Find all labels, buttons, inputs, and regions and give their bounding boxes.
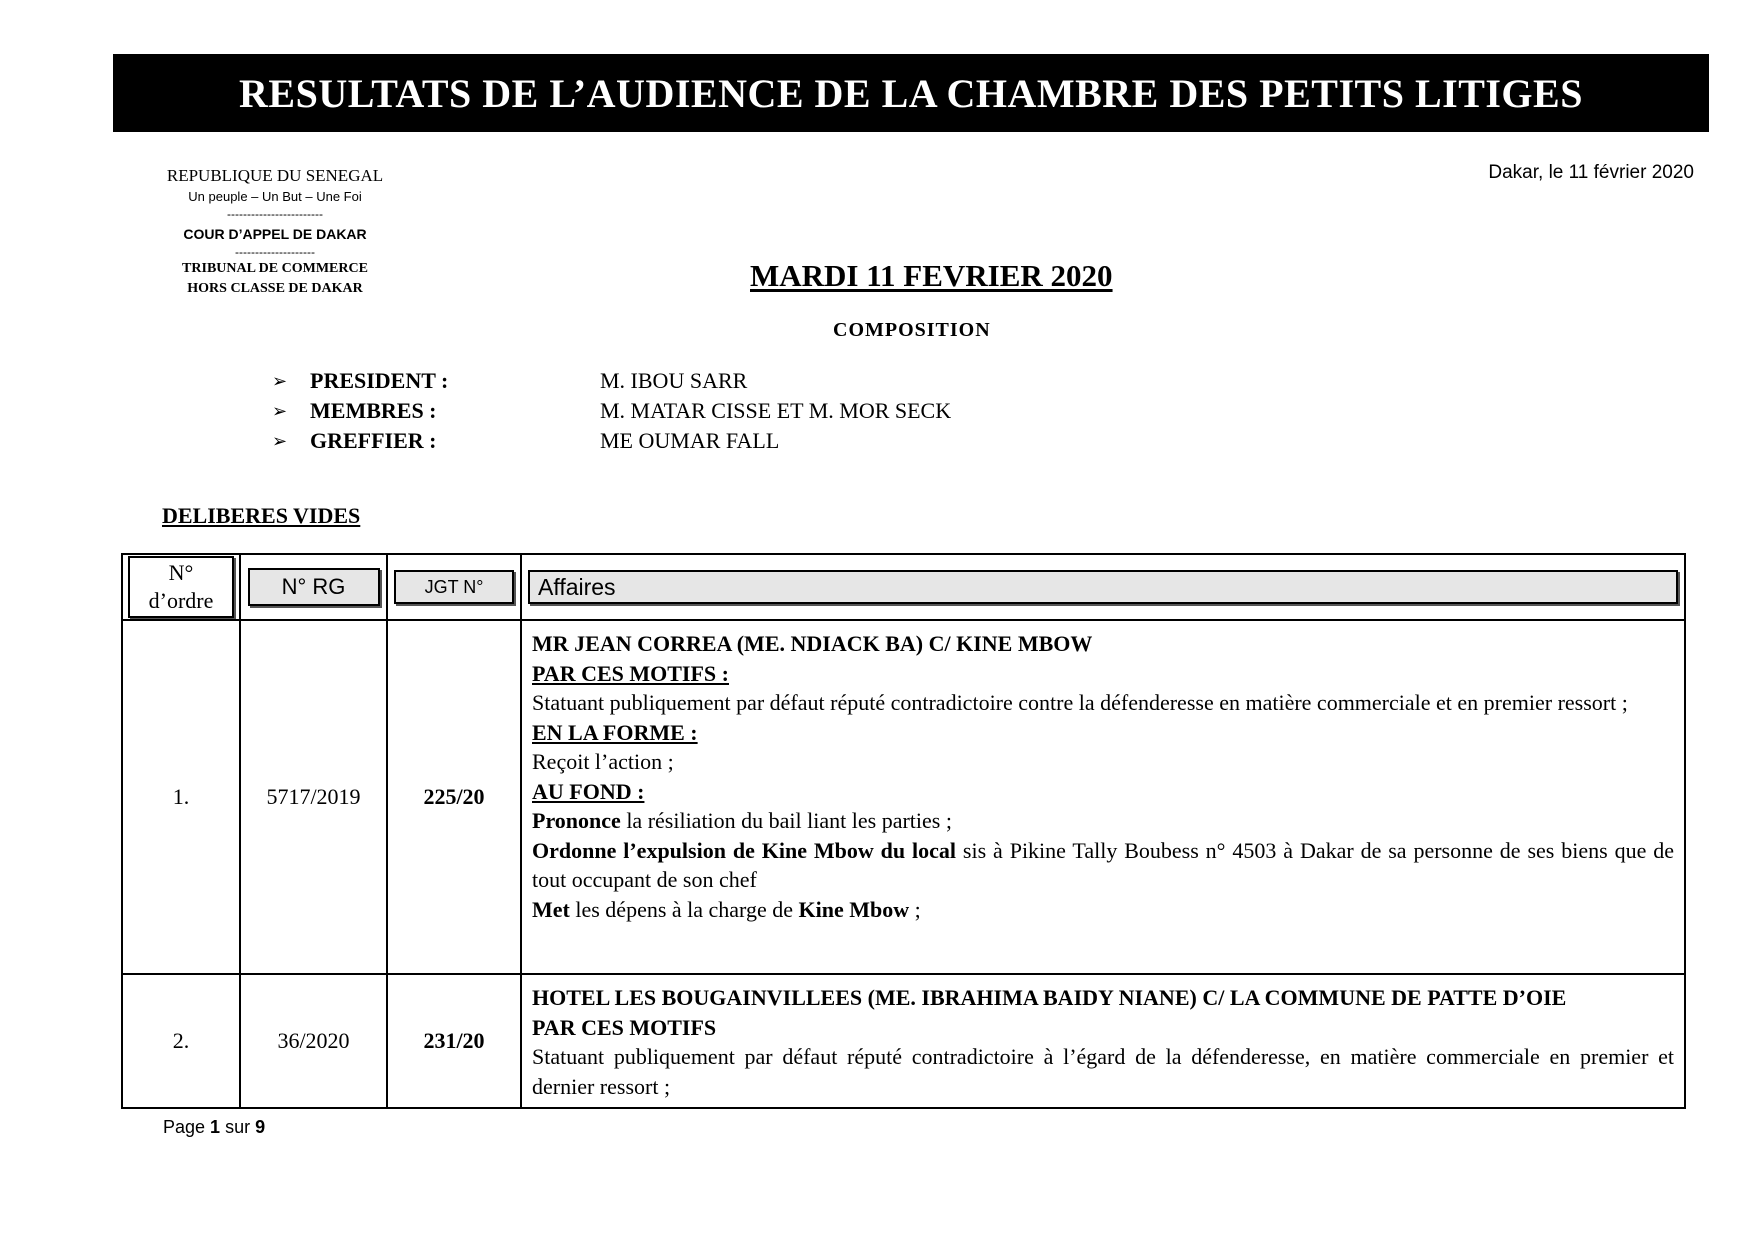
case-jgt: 231/20: [387, 974, 521, 1108]
banner: [113, 54, 1709, 132]
prononce-line: Prononce la résiliation du bail liant les parties ;: [532, 808, 952, 833]
composition-name: M. MATAR CISSE ET M. MOR SECK: [600, 398, 952, 423]
tribunal-name-line1: TRIBUNAL DE COMMERCE: [182, 261, 368, 276]
forme-text: Reçoit l’action ;: [532, 749, 674, 774]
date-line: Dakar, le 11 février 2020: [1488, 162, 1694, 183]
header-jgt: JGT N°: [387, 554, 521, 620]
page-footer: Page 1 sur 9: [163, 1117, 266, 1137]
header-separator: --------------------: [235, 245, 315, 259]
institution-header: [140, 166, 410, 299]
arrow-bullet-icon: ➢: [272, 400, 288, 422]
republic-name: REPUBLIQUE DU SENEGAL: [166, 166, 384, 185]
composition-role: PRESIDENT :: [310, 368, 449, 393]
composition-role: GREFFIER :: [310, 428, 437, 453]
met-line: Met les dépens à la charge de Kine Mbow ;: [532, 896, 921, 922]
day-title: MARDI 11 FEVRIER 2020: [750, 258, 1113, 293]
header-rg: N° RG: [240, 554, 387, 620]
motifs-heading: PAR CES MOTIFS :: [532, 660, 729, 686]
composition-title: COMPOSITION: [833, 319, 991, 341]
composition-row: [272, 396, 951, 426]
tribunal-name-line2: HORS CLASSE DE DAKAR: [187, 281, 363, 296]
case-rg: 5717/2019: [240, 620, 387, 974]
case-details: [521, 974, 1685, 1108]
arrow-bullet-icon: ➢: [272, 430, 288, 452]
court-name: COUR D’APPEL DE DAKAR: [183, 226, 367, 242]
composition-name: ME OUMAR FALL: [600, 428, 780, 453]
arrow-bullet-icon: ➢: [272, 370, 288, 392]
header-affaires: Affaires: [521, 554, 1685, 620]
ordonne-line: Ordonne l’expulsion de Kine Mbow du local sis à Pikine Tally Boubess n° 4503 à Dakar de sa personne de ses biens que de tout occupant de son chef: [532, 837, 1674, 892]
header-ordre-line1: N°: [168, 560, 194, 585]
page-number: 1: [210, 1117, 221, 1137]
national-motto: Un peuple – Un But – Une Foi: [188, 189, 362, 204]
page-total: 9: [255, 1117, 266, 1137]
section-title: DELIBERES VIDES: [162, 503, 361, 528]
statuant-text: Statuant publiquement par défaut réputé contradictoire contre la défenderesse en matière commerciale et en premier ressort ;: [532, 690, 1628, 715]
header-separator: ------------------------: [227, 207, 323, 221]
composition-row: [272, 426, 951, 456]
composition-name: M. IBOU SARR: [600, 368, 748, 393]
motifs-heading: PAR CES MOTIFS: [532, 1014, 717, 1040]
header-ordre-line2: d’ordre: [148, 588, 214, 613]
case-title: MR JEAN CORREA (ME. NDIACK BA) C/ KINE MBOW: [532, 631, 1093, 656]
case-jgt: 225/20: [387, 620, 521, 974]
header-ordre: [122, 554, 240, 620]
statuant-text: Statuant publiquement par défaut réputé contradictoire à l’égard de la défenderesse, en matière commerciale en premier et dernier ressort ;: [532, 1044, 1674, 1099]
table-row: [122, 620, 1685, 974]
cases-table: [121, 553, 1686, 1109]
forme-heading: EN LA FORME :: [532, 719, 698, 745]
composition-row: [272, 366, 951, 396]
case-number: 1.: [122, 620, 240, 974]
composition-list: [272, 366, 951, 456]
case-details: [521, 620, 1685, 974]
case-number: 2.: [122, 974, 240, 1108]
composition-role: MEMBRES :: [310, 398, 437, 423]
case-title: HOTEL LES BOUGAINVILLEES (ME. IBRAHIMA BAIDY NIANE) C/ LA COMMUNE DE PATTE D’OIE: [532, 985, 1567, 1010]
table-header-row: [122, 554, 1685, 620]
table-row: [122, 974, 1685, 1108]
fond-heading: AU FOND :: [532, 778, 645, 804]
banner-title: RESULTATS DE L’AUDIENCE DE LA CHAMBRE DES PETITS LITIGES: [239, 70, 1583, 116]
case-rg: 36/2020: [240, 974, 387, 1108]
